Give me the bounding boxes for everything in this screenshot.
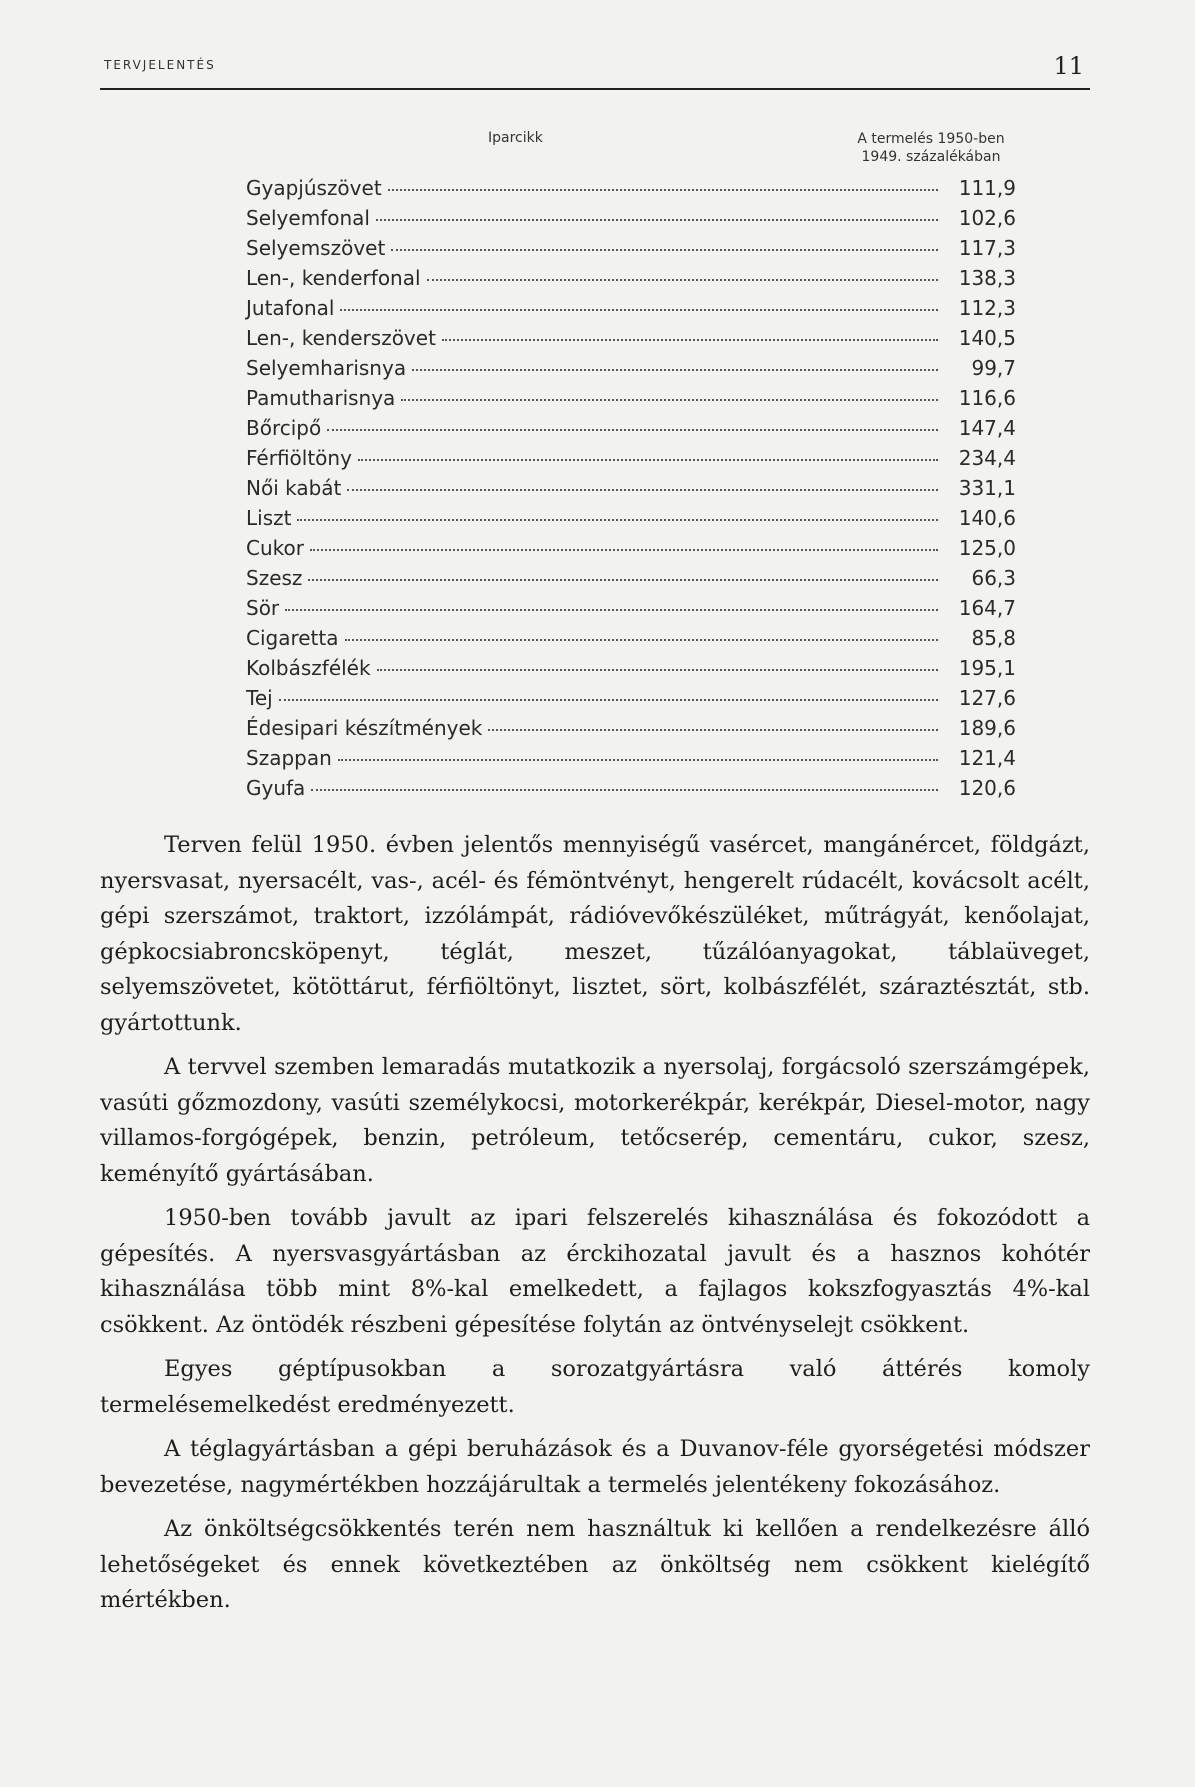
table-row	[246, 506, 1016, 536]
leader-dots	[442, 339, 938, 341]
row-item-name: Bőrcipő	[246, 416, 322, 440]
row-item-name: Gyapjúszövet	[246, 176, 382, 200]
row-value: 66,3	[971, 566, 1016, 590]
row-item-name: Szappan	[246, 746, 332, 770]
leader-dots	[327, 429, 938, 431]
row-item-name: Cigaretta	[246, 626, 339, 650]
row-value: 111,9	[958, 176, 1016, 200]
table-row	[246, 206, 1016, 236]
table-row	[246, 446, 1016, 476]
table-row	[246, 626, 1016, 656]
row-value: 112,3	[958, 296, 1016, 320]
row-value: 164,7	[958, 596, 1016, 620]
table-row	[246, 566, 1016, 596]
table-row	[246, 296, 1016, 326]
row-item-name: Len-, kenderfonal	[246, 266, 421, 290]
row-item-name: Sör	[246, 596, 280, 620]
leader-dots	[308, 579, 938, 581]
table-row	[246, 536, 1016, 566]
table-row	[246, 776, 1016, 806]
row-item-name: Tej	[246, 686, 273, 710]
row-item-name: Len-, kenderszövet	[246, 326, 436, 350]
paragraph: Egyes géptípusokban a sorozatgyártásra való áttérés komoly termelésemelkedést eredményezett.	[100, 1356, 1090, 1418]
row-item-name: Édesipari készítmények	[246, 716, 483, 740]
row-item-name: Cukor	[246, 536, 304, 560]
row-item-name: Selyemszövet	[246, 236, 386, 260]
leader-dots	[347, 489, 938, 491]
table-row	[246, 356, 1016, 386]
paragraph: Terven felül 1950. évben jelentős mennyiségű vasércet, mangánércet, földgázt, nyersvasat, nyersacélt, vas-, acél- és fémöntvényt, hengerelt rúdacélt, kovácsolt acélt, gépi szerszámot, traktort, izzólámpát, rádióvevőkészüléket, műtrágyát, kenőolajat, gépkocsiabroncsköpenyt, téglát, meszet, tűzálóanyagokat, táblaüveget, selyemszövetet, kötöttárut, férfiöltönyt, lisztet, sört, kolbászfélét, száraztésztát, stb. gyártottunk.	[100, 832, 1090, 1036]
row-value: 140,6	[958, 506, 1016, 530]
table-header	[246, 130, 1016, 174]
row-value: 85,8	[971, 626, 1016, 650]
body-text	[100, 828, 1090, 1628]
table-row	[246, 176, 1016, 206]
leader-dots	[279, 699, 938, 701]
row-item-name: Liszt	[246, 506, 292, 530]
paragraph: A téglagyártásban a gépi beruházások és a Duvanov-féle gyorségetési módszer bevezetése, nagymértékben hozzájárultak a termelés jelentékeny fokozásához.	[100, 1436, 1090, 1498]
row-value: 116,6	[958, 386, 1016, 410]
row-item-name: Jutafonal	[246, 296, 335, 320]
table-rows	[246, 176, 1016, 806]
column-header-item: Iparcikk	[488, 130, 543, 146]
leader-dots	[340, 309, 938, 311]
table-row	[246, 596, 1016, 626]
leader-dots	[345, 639, 939, 641]
paragraph: 1950-ben tovább javult az ipari felszerelés kihasználása és fokozódott a gépesítés. A nyersvasgyártásban az érckihozatal javult és a hasznos kohótér kihasználása több mint 8%-kal emelkedett, a fajlagos kokszfogyasztás 4%-kal csökkent. Az öntödék részbeni gépesítése folytán az öntvényselejt csökkent.	[100, 1205, 1090, 1338]
leader-dots	[285, 609, 938, 611]
paragraph: Az önköltségcsökkentés terén nem használtuk ki kellően a rendelkezésre álló lehetőségeket és ennek következtében az önköltség nem csökkent kielégítő mértékben.	[100, 1516, 1090, 1613]
column-header-value	[846, 130, 1016, 166]
leader-dots	[358, 459, 938, 461]
row-item-name: Gyufa	[246, 776, 306, 800]
row-value: 195,1	[958, 656, 1016, 680]
leader-dots	[311, 789, 938, 791]
row-value: 140,5	[958, 326, 1016, 350]
table-row	[246, 386, 1016, 416]
leader-dots	[427, 279, 938, 281]
table-row	[246, 236, 1016, 266]
leader-dots	[376, 219, 938, 221]
header-rule	[100, 88, 1090, 90]
row-item-name: Pamutharisnya	[246, 386, 396, 410]
row-value: 147,4	[958, 416, 1016, 440]
table-row	[246, 716, 1016, 746]
production-table	[246, 130, 1016, 806]
row-value: 125,0	[958, 536, 1016, 560]
row-item-name: Kolbászfélék	[246, 656, 371, 680]
leader-dots	[401, 399, 938, 401]
row-value: 121,4	[958, 746, 1016, 770]
leader-dots	[391, 249, 938, 251]
row-value: 102,6	[958, 206, 1016, 230]
row-value: 99,7	[971, 356, 1016, 380]
row-value: 331,1	[958, 476, 1016, 500]
leader-dots	[412, 369, 938, 371]
row-value: 117,3	[958, 236, 1016, 260]
row-item-name: Női kabát	[246, 476, 342, 500]
row-value: 234,4	[958, 446, 1016, 470]
page-number: 11	[1053, 52, 1084, 80]
table-row	[246, 326, 1016, 356]
leader-dots	[377, 669, 938, 671]
row-item-name: Szesz	[246, 566, 303, 590]
leader-dots	[310, 549, 938, 551]
row-item-name: Selyemharisnya	[246, 356, 407, 380]
row-value: 127,6	[958, 686, 1016, 710]
leader-dots	[488, 729, 938, 731]
column-header-value-line2: 1949. százalékában	[861, 149, 1001, 165]
table-row	[246, 476, 1016, 506]
row-item-name: Férfiöltöny	[246, 446, 352, 470]
row-value: 138,3	[958, 266, 1016, 290]
table-row	[246, 266, 1016, 296]
row-value: 120,6	[958, 776, 1016, 800]
leader-dots	[297, 519, 938, 521]
column-header-value-line1: A termelés 1950-ben	[857, 131, 1005, 147]
row-item-name: Selyemfonal	[246, 206, 370, 230]
leader-dots	[338, 759, 938, 761]
table-row	[246, 686, 1016, 716]
row-value: 189,6	[958, 716, 1016, 740]
table-row	[246, 416, 1016, 446]
running-head	[100, 52, 1090, 86]
leader-dots	[388, 189, 938, 191]
table-row	[246, 746, 1016, 776]
running-title: TERVJELENTÉS	[104, 58, 216, 72]
paragraph: A tervvel szemben lemaradás mutatkozik a nyersolaj, forgácsoló szerszámgépek, vasúti gőzmozdony, vasúti személykocsi, motorkerékpár, kerékpár, Diesel-motor, nagy villamos-forgógépek, benzin, petróleum, tetőcserép, cementáru, cukor, szesz, keményítő gyártásában.	[100, 1054, 1090, 1187]
table-row	[246, 656, 1016, 686]
